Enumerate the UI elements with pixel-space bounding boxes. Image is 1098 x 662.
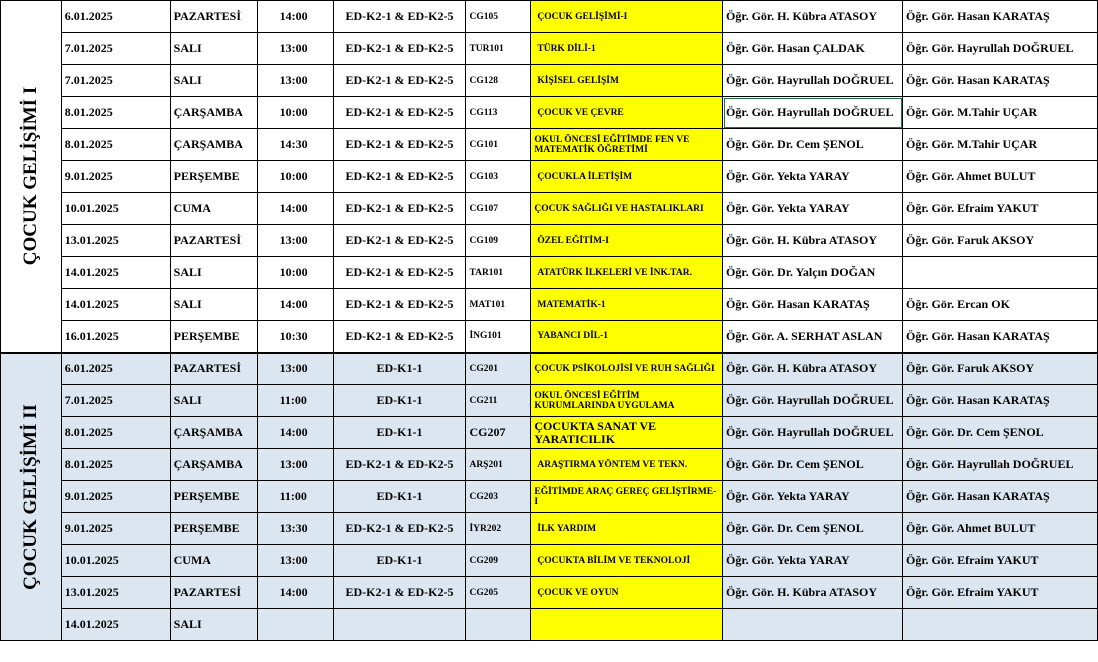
proctor-cell[interactable]: Öğr. Gör. Efraim YAKUT: [903, 577, 1098, 609]
table-row: [1, 33, 1098, 65]
exam-day-cell[interactable]: CUMA: [170, 545, 257, 577]
proctor-cell[interactable]: Öğr. Gör. Hayrullah DOĞRUEL: [903, 449, 1098, 481]
course-code-cell[interactable]: CG211: [466, 385, 531, 417]
proctor-cell[interactable]: [903, 609, 1098, 641]
exam-time-cell[interactable]: 13:00: [257, 545, 333, 577]
course-name-cell[interactable]: ÇOCUKLA İLETİŞİM: [531, 161, 723, 193]
exam-day-cell[interactable]: PERŞEMBE: [170, 481, 257, 513]
proctor-cell[interactable]: Öğr. Gör. Ercan OK: [903, 289, 1098, 321]
proctor-cell[interactable]: Öğr. Gör. Hasan KARATAŞ: [903, 385, 1098, 417]
exam-time-cell[interactable]: 14:00: [257, 417, 333, 449]
table-row: [1, 545, 1098, 577]
exam-day-cell[interactable]: ÇARŞAMBA: [170, 417, 257, 449]
course-name-cell[interactable]: KİŞİSEL GELİŞİM: [531, 65, 723, 97]
class-group-cell[interactable]: ED-K2-1 & ED-K2-5: [333, 289, 466, 321]
class-group-cell[interactable]: ED-K2-1 & ED-K2-5: [333, 129, 466, 161]
table-row: [1, 97, 1098, 129]
course-name-cell[interactable]: OKUL ÖNCESİ EĞİTİMDE FEN VE MATEMATİK ÖĞRETİMİ: [531, 129, 723, 161]
exam-time-cell[interactable]: 10:00: [257, 161, 333, 193]
exam-time-cell[interactable]: 14:00: [257, 1, 333, 33]
class-group-cell[interactable]: ED-K1-1: [333, 417, 466, 449]
proctor-cell[interactable]: Öğr. Gör. M.Tahir UÇAR: [903, 129, 1098, 161]
exam-time-cell[interactable]: 13:00: [257, 449, 333, 481]
exam-time-cell[interactable]: 10:00: [257, 257, 333, 289]
class-group-cell[interactable]: [333, 609, 466, 641]
exam-day-cell[interactable]: PAZARTESİ: [170, 353, 257, 385]
exam-day-cell[interactable]: SALI: [170, 385, 257, 417]
exam-day-cell[interactable]: SALI: [170, 609, 257, 641]
course-code-cell[interactable]: MAT101: [466, 289, 531, 321]
instructor-cell[interactable]: Öğr. Gör. Dr. Yalçın DOĞAN: [723, 257, 903, 289]
course-code-cell[interactable]: CG101: [466, 129, 531, 161]
class-group-cell[interactable]: ED-K1-1: [333, 385, 466, 417]
exam-day-cell[interactable]: ÇARŞAMBA: [170, 129, 257, 161]
exam-day-cell[interactable]: PAZARTESİ: [170, 577, 257, 609]
class-group-cell[interactable]: ED-K2-1 & ED-K2-5: [333, 161, 466, 193]
course-code-cell[interactable]: CG203: [466, 481, 531, 513]
exam-time-cell[interactable]: 11:00: [257, 481, 333, 513]
proctor-cell[interactable]: Öğr. Gör. M.Tahir UÇAR: [903, 97, 1098, 129]
course-name-cell[interactable]: ÇOCUKTA BİLİM VE TEKNOLOJİ: [531, 545, 723, 577]
proctor-cell[interactable]: [903, 257, 1098, 289]
exam-day-cell[interactable]: SALI: [170, 257, 257, 289]
instructor-cell[interactable]: Öğr. Gör. Dr. Cem ŞENOL: [723, 449, 903, 481]
proctor-cell[interactable]: Öğr. Gör. Hayrullah DOĞRUEL: [903, 33, 1098, 65]
instructor-cell[interactable]: Öğr. Gör. Hayrullah DOĞRUEL: [723, 417, 903, 449]
section-label-cell[interactable]: [1, 1, 62, 353]
proctor-cell[interactable]: Öğr. Gör. Hasan KARATAŞ: [903, 481, 1098, 513]
table-row: [1, 225, 1098, 257]
course-code-cell[interactable]: CG201: [466, 353, 531, 385]
exam-day-cell[interactable]: SALI: [170, 289, 257, 321]
exam-time-cell[interactable]: 14:00: [257, 577, 333, 609]
exam-time-cell[interactable]: 10:00: [257, 97, 333, 129]
class-group-cell[interactable]: ED-K2-1 & ED-K2-5: [333, 193, 466, 225]
course-code-cell[interactable]: CG205: [466, 577, 531, 609]
table-row: [1, 129, 1098, 161]
instructor-cell[interactable]: Öğr. Gör. Dr. Cem ŞENOL: [723, 513, 903, 545]
proctor-cell[interactable]: Öğr. Gör. Efraim YAKUT: [903, 545, 1098, 577]
proctor-cell[interactable]: Öğr. Gör. Hasan KARATAŞ: [903, 321, 1098, 353]
class-group-cell[interactable]: ED-K2-1 & ED-K2-5: [333, 225, 466, 257]
proctor-cell[interactable]: Öğr. Gör. Hasan KARATAŞ: [903, 1, 1098, 33]
exam-time-cell[interactable]: 13:00: [257, 225, 333, 257]
exam-date-cell[interactable]: 14.01.2025: [61, 257, 170, 289]
instructor-cell[interactable]: Öğr. Gör. Yekta YARAY: [723, 193, 903, 225]
instructor-cell[interactable]: Öğr. Gör. H. Kübra ATASOY: [723, 1, 903, 33]
exam-time-cell[interactable]: 14:00: [257, 193, 333, 225]
class-group-cell[interactable]: ED-K2-1 & ED-K2-5: [333, 1, 466, 33]
exam-day-cell[interactable]: PERŞEMBE: [170, 513, 257, 545]
instructor-cell[interactable]: Öğr. Gör. H. Kübra ATASOY: [723, 577, 903, 609]
proctor-cell[interactable]: Öğr. Gör. Hasan KARATAŞ: [903, 65, 1098, 97]
instructor-cell[interactable]: Öğr. Gör. Yekta YARAY: [723, 481, 903, 513]
table-row: [1, 321, 1098, 353]
instructor-cell[interactable]: Öğr. Gör. Hayrullah DOĞRUEL: [723, 385, 903, 417]
exam-day-cell[interactable]: PAZARTESİ: [170, 1, 257, 33]
instructor-cell[interactable]: Öğr. Gör. A. SERHAT ASLAN: [723, 321, 903, 353]
class-group-cell[interactable]: ED-K1-1: [333, 353, 466, 385]
instructor-cell[interactable]: Öğr. Gör. Hasan ÇALDAK: [723, 33, 903, 65]
exam-day-cell[interactable]: ÇARŞAMBA: [170, 97, 257, 129]
table-row: [1, 193, 1098, 225]
course-name-cell[interactable]: İLK YARDIM: [531, 513, 723, 545]
table-row: [1, 417, 1098, 449]
exam-date-cell[interactable]: 8.01.2025: [61, 417, 170, 449]
exam-date-cell[interactable]: 10.01.2025: [61, 545, 170, 577]
table-row: [1, 353, 1098, 385]
course-name-cell[interactable]: ÇOCUK VE OYUN: [531, 577, 723, 609]
exam-date-cell[interactable]: 6.01.2025: [61, 353, 170, 385]
instructor-cell[interactable]: Öğr. Gör. Hayrullah DOĞRUEL: [723, 65, 903, 97]
course-code-cell[interactable]: TUR101: [466, 33, 531, 65]
instructor-cell[interactable]: Öğr. Gör. Dr. Cem ŞENOL: [723, 129, 903, 161]
table-row: [1, 481, 1098, 513]
exam-date-cell[interactable]: 7.01.2025: [61, 385, 170, 417]
proctor-cell[interactable]: Öğr. Gör. Faruk AKSOY: [903, 353, 1098, 385]
exam-day-cell[interactable]: SALI: [170, 65, 257, 97]
table-row: [1, 1, 1098, 33]
course-code-cell[interactable]: [466, 609, 531, 641]
proctor-cell[interactable]: Öğr. Gör. Ahmet BULUT: [903, 513, 1098, 545]
course-name-cell[interactable]: ÇOCUK PSİKOLOJİSİ VE RUH SAĞLIĞI: [531, 353, 723, 385]
exam-date-cell[interactable]: 9.01.2025: [61, 481, 170, 513]
exam-date-cell[interactable]: 16.01.2025: [61, 321, 170, 353]
section-label: ÇOCUK GELİŞİMİ I: [19, 87, 41, 266]
exam-date-cell[interactable]: 6.01.2025: [61, 1, 170, 33]
course-name-cell[interactable]: ÇOCUKTA SANAT VE YARATICILIK: [531, 417, 723, 449]
table-row: [1, 577, 1098, 609]
section-label-cell[interactable]: [1, 353, 62, 641]
course-name-cell[interactable]: ATATÜRK İLKELERİ VE İNK.TAR.: [531, 257, 723, 289]
course-name-cell[interactable]: TÜRK DİLİ-1: [531, 33, 723, 65]
course-name-cell[interactable]: ÇOCUK VE ÇEVRE: [531, 97, 723, 129]
course-name-cell[interactable]: EĞİTİMDE ARAÇ GEREÇ GELİŞTİRME-I: [531, 481, 723, 513]
exam-date-cell[interactable]: 8.01.2025: [61, 97, 170, 129]
class-group-cell[interactable]: ED-K2-1 & ED-K2-5: [333, 257, 466, 289]
exam-time-cell[interactable]: 13:00: [257, 353, 333, 385]
instructor-cell[interactable]: Öğr. Gör. H. Kübra ATASOY: [723, 225, 903, 257]
course-name-cell[interactable]: YABANCI DİL-1: [531, 321, 723, 353]
table-row: [1, 513, 1098, 545]
course-name-cell[interactable]: ÇOCUK SAĞLIĞI VE HASTALIKLARI: [531, 193, 723, 225]
course-name-cell[interactable]: ÖZEL EĞİTİM-I: [531, 225, 723, 257]
course-name-cell[interactable]: OKUL ÖNCESİ EĞİTİM KURUMLARINDA UYGULAMA: [531, 385, 723, 417]
exam-day-cell[interactable]: ÇARŞAMBA: [170, 449, 257, 481]
class-group-cell[interactable]: ED-K1-1: [333, 545, 466, 577]
class-group-cell[interactable]: ED-K2-1 & ED-K2-5: [333, 577, 466, 609]
proctor-cell[interactable]: Öğr. Gör. Ahmet BULUT: [903, 161, 1098, 193]
instructor-cell[interactable]: Öğr. Gör. Yekta YARAY: [723, 545, 903, 577]
course-code-cell[interactable]: CG109: [466, 225, 531, 257]
proctor-cell[interactable]: Öğr. Gör. Efraim YAKUT: [903, 193, 1098, 225]
exam-date-cell[interactable]: 9.01.2025: [61, 513, 170, 545]
proctor-cell[interactable]: Öğr. Gör. Dr. Cem ŞENOL: [903, 417, 1098, 449]
proctor-cell[interactable]: Öğr. Gör. Faruk AKSOY: [903, 225, 1098, 257]
exam-time-cell[interactable]: 10:30: [257, 321, 333, 353]
exam-day-cell[interactable]: PERŞEMBE: [170, 321, 257, 353]
course-code-cell[interactable]: ARŞ201: [466, 449, 531, 481]
course-code-cell[interactable]: CG107: [466, 193, 531, 225]
course-code-cell[interactable]: TAR101: [466, 257, 531, 289]
exam-date-cell[interactable]: 13.01.2025: [61, 577, 170, 609]
course-code-cell[interactable]: CG105: [466, 1, 531, 33]
exam-time-cell[interactable]: 13:00: [257, 33, 333, 65]
exam-date-cell[interactable]: 14.01.2025: [61, 609, 170, 641]
exam-day-cell[interactable]: SALI: [170, 33, 257, 65]
table-row: [1, 385, 1098, 417]
exam-time-cell[interactable]: 13:30: [257, 513, 333, 545]
table-row: [1, 257, 1098, 289]
exam-time-cell[interactable]: 14:30: [257, 129, 333, 161]
class-group-cell[interactable]: ED-K2-1 & ED-K2-5: [333, 97, 466, 129]
course-code-cell[interactable]: CG207: [466, 417, 531, 449]
exam-time-cell[interactable]: 11:00: [257, 385, 333, 417]
exam-date-cell[interactable]: 13.01.2025: [61, 225, 170, 257]
table-row: [1, 65, 1098, 97]
exam-date-cell[interactable]: 8.01.2025: [61, 449, 170, 481]
exam-time-cell[interactable]: 14:00: [257, 289, 333, 321]
instructor-cell[interactable]: Öğr. Gör. Hasan KARATAŞ: [723, 289, 903, 321]
course-code-cell[interactable]: İYR202: [466, 513, 531, 545]
course-name-cell[interactable]: [531, 609, 723, 641]
course-code-cell[interactable]: CG128: [466, 65, 531, 97]
exam-date-cell[interactable]: 7.01.2025: [61, 33, 170, 65]
instructor-cell[interactable]: [723, 609, 903, 641]
class-group-cell[interactable]: ED-K2-1 & ED-K2-5: [333, 65, 466, 97]
exam-day-cell[interactable]: PAZARTESİ: [170, 225, 257, 257]
course-code-cell[interactable]: CG209: [466, 545, 531, 577]
class-group-cell[interactable]: ED-K1-1: [333, 481, 466, 513]
exam-date-cell[interactable]: 10.01.2025: [61, 193, 170, 225]
table-row: [1, 609, 1098, 641]
course-code-cell[interactable]: İNG101: [466, 321, 531, 353]
instructor-cell[interactable]: Öğr. Gör. Hayrullah DOĞRUEL: [723, 97, 903, 129]
exam-day-cell[interactable]: CUMA: [170, 193, 257, 225]
course-name-cell[interactable]: ÇOCUK GELİŞİMİ-I: [531, 1, 723, 33]
table-row: [1, 449, 1098, 481]
course-name-cell[interactable]: ARAŞTIRMA YÖNTEM VE TEKN.: [531, 449, 723, 481]
course-name-cell[interactable]: MATEMATİK-1: [531, 289, 723, 321]
exam-day-cell[interactable]: PERŞEMBE: [170, 161, 257, 193]
table-row: [1, 161, 1098, 193]
class-group-cell[interactable]: ED-K2-1 & ED-K2-5: [333, 449, 466, 481]
exam-date-cell[interactable]: 9.01.2025: [61, 161, 170, 193]
course-code-cell[interactable]: CG103: [466, 161, 531, 193]
section-label: ÇOCUK GELİŞİMİ II: [19, 403, 41, 590]
instructor-cell[interactable]: Öğr. Gör. H. Kübra ATASOY: [723, 353, 903, 385]
exam-date-cell[interactable]: 8.01.2025: [61, 129, 170, 161]
exam-time-cell[interactable]: 13:00: [257, 65, 333, 97]
class-group-cell[interactable]: ED-K2-1 & ED-K2-5: [333, 513, 466, 545]
class-group-cell[interactable]: ED-K2-1 & ED-K2-5: [333, 321, 466, 353]
exam-date-cell[interactable]: 7.01.2025: [61, 65, 170, 97]
exam-time-cell[interactable]: [257, 609, 333, 641]
table-row: [1, 289, 1098, 321]
class-group-cell[interactable]: ED-K2-1 & ED-K2-5: [333, 33, 466, 65]
instructor-cell[interactable]: Öğr. Gör. Yekta YARAY: [723, 161, 903, 193]
course-code-cell[interactable]: CG113: [466, 97, 531, 129]
exam-date-cell[interactable]: 14.01.2025: [61, 289, 170, 321]
